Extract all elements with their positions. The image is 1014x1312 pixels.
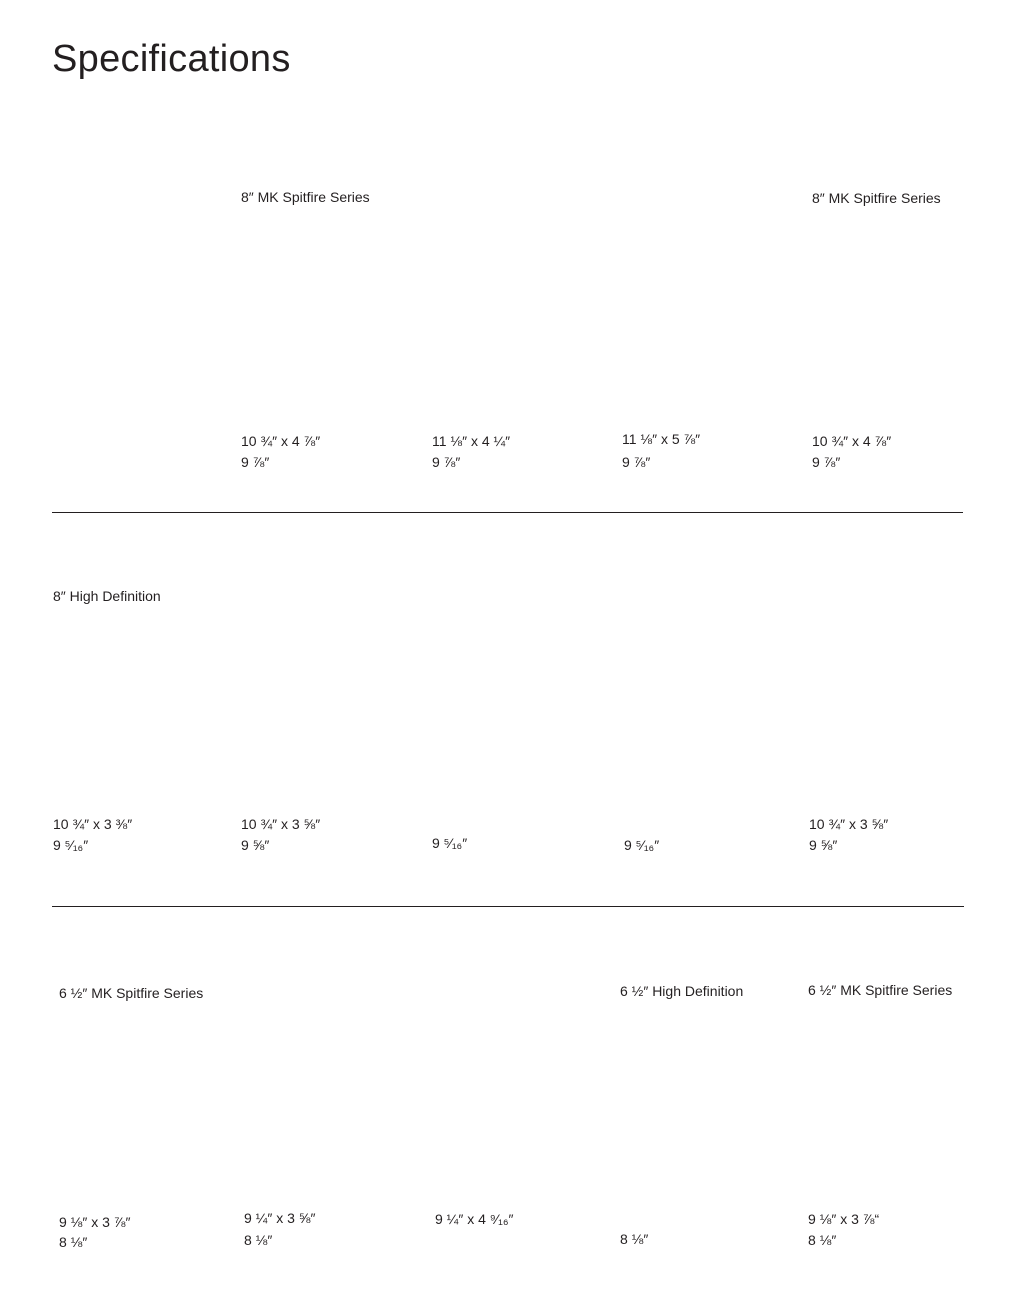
section-divider-2: [52, 906, 964, 907]
section1-cell-1-dims: 10 ¾″ x 4 ⅞″: [241, 433, 321, 449]
section1-heading-1: 8″ MK Spitfire Series: [241, 189, 370, 205]
section1-cell-4-dims: 10 ¾″ x 4 ⅞″: [812, 433, 892, 449]
section2-cell-4-depth: 9 ⁵⁄₁₆″: [624, 837, 660, 853]
section3-heading-1: 6 ½″ MK Spitfire Series: [59, 985, 204, 1001]
section1-cell-4-depth: 9 ⅞″: [812, 454, 841, 470]
section2-cell-3-depth: 9 ⁵⁄₁₆″: [432, 835, 468, 851]
section1-heading-2: 8″ MK Spitfire Series: [812, 190, 941, 206]
section1-cell-3-depth: 9 ⅞″: [622, 454, 651, 470]
section3-cell-3-dims: 9 ¼″ x 4 ⁹⁄₁₆″: [435, 1211, 514, 1227]
section3-heading-3: 6 ½″ MK Spitfire Series: [808, 982, 953, 998]
section2-cell-5-dims: 10 ¾″ x 3 ⅝″: [809, 816, 889, 832]
section2-cell-2-depth: 9 ⅝″: [241, 837, 270, 853]
section1-cell-2-depth: 9 ⅞″: [432, 454, 461, 470]
section3-cell-2-depth: 8 ⅛″: [244, 1232, 273, 1248]
section3-cell-4-depth: 8 ⅛″: [620, 1231, 649, 1247]
section3-cell-1-dims: 9 ⅛″ x 3 ⅞″: [59, 1214, 131, 1230]
section1-cell-3-dims: 11 ⅛″ x 5 ⅞″: [622, 431, 701, 447]
section1-cell-2-dims: 11 ⅛″ x 4 ¼″: [432, 433, 511, 449]
section2-cell-1-depth: 9 ⁵⁄₁₆″: [53, 837, 89, 853]
section2-heading-1: 8″ High Definition: [53, 588, 161, 604]
section3-cell-5-depth: 8 ⅛″: [808, 1232, 837, 1248]
section3-cell-1-depth: 8 ⅛″: [59, 1234, 88, 1250]
section3-cell-5-dims: 9 ⅛″ x 3 ⅞“: [808, 1211, 880, 1227]
section2-cell-1-dims: 10 ¾″ x 3 ⅜″: [53, 816, 133, 832]
section2-cell-2-dims: 10 ¾″ x 3 ⅝″: [241, 816, 321, 832]
section3-heading-2: 6 ½″ High Definition: [620, 983, 744, 999]
section-divider-1: [52, 512, 963, 513]
page-title: Specifications: [52, 38, 291, 80]
section2-cell-5-depth: 9 ⅝″: [809, 837, 838, 853]
section3-cell-2-dims: 9 ¼″ x 3 ⅝″: [244, 1210, 316, 1226]
section1-cell-1-depth: 9 ⅞″: [241, 454, 270, 470]
